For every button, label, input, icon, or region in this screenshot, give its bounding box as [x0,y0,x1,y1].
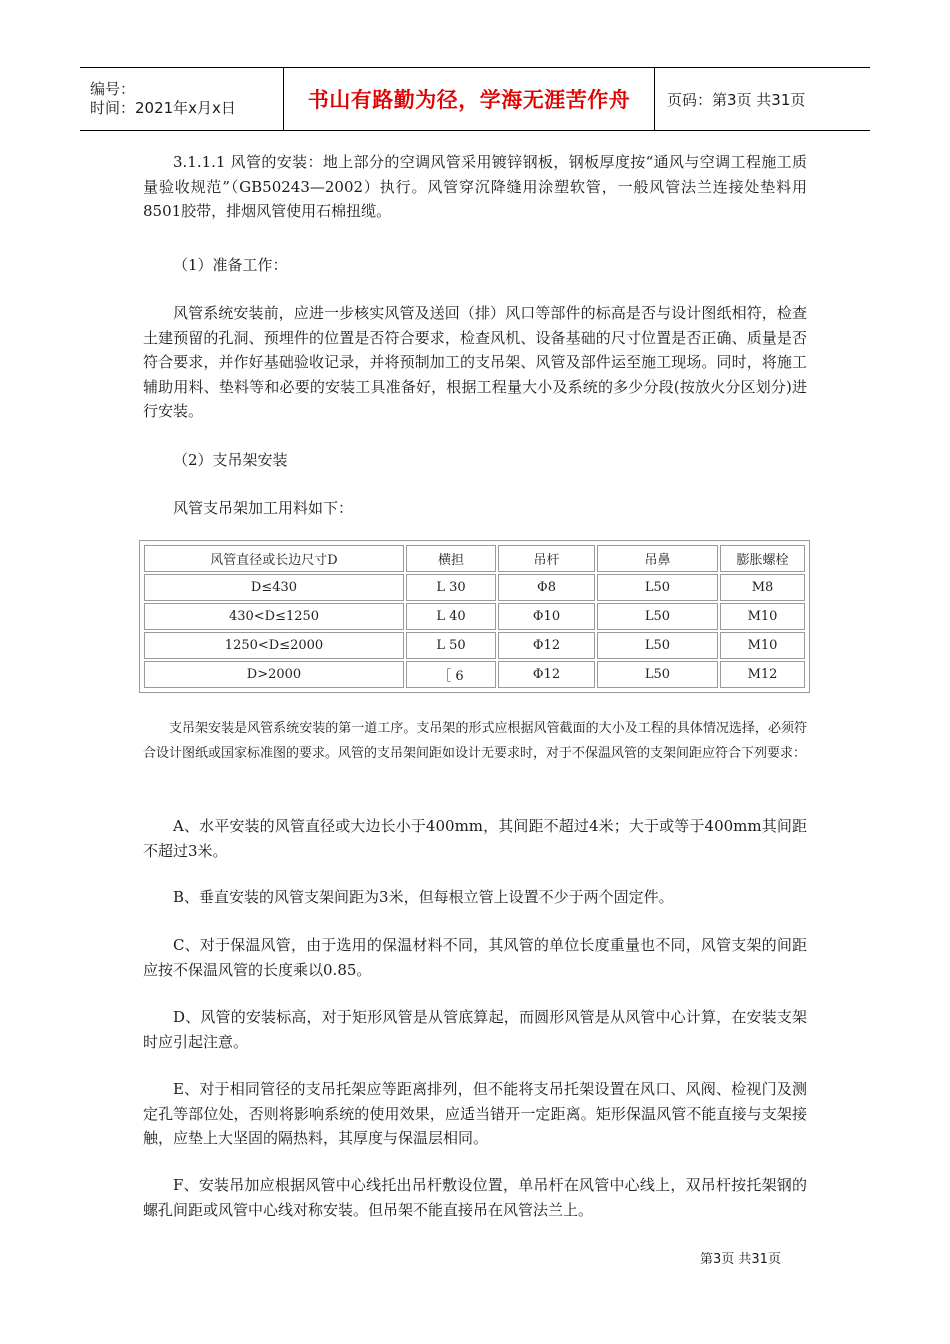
header-left [80,68,283,130]
header-motto: 书山有路勤为径，学海无涯苦作舟 [307,88,631,112]
table-header-cell: 吊杆 [498,545,595,572]
table-row [144,632,805,659]
table-cell: D>2000 [144,661,404,688]
heading-preparation: （1）准备工作： [173,256,288,274]
paragraph-rule-b: B、垂直安装的风管支架间距为3米，但每根立管上设置不少于两个固定件。 [173,888,674,906]
table-cell: L50 [597,661,718,688]
materials-table-grid [142,543,807,690]
table-cell: ［ 6 [406,661,496,688]
table-cell: Φ10 [498,603,595,630]
table-header-row [144,545,805,572]
page-header [80,67,870,131]
table-row [144,574,805,601]
heading-hanger-installation: （2）支吊架安装 [173,451,288,469]
page-label: 页码：第3页 共31页 [667,90,806,109]
paragraph-rule-c: C、对于保温风管，由于选用的保温材料不同，其风管的单位长度重量也不同，风管支架的间距应按不保温风管的长度乘以0.85。 [143,936,807,979]
serial-label: 编号： [90,80,136,98]
table-cell: Φ12 [498,661,595,688]
paragraph-duct-installation: 3.1.1.1 风管的安装：地上部分的空调风管采用镀锌钢板，钢板厚度按“通风与空调工程施工质量验收规范”（GB50243—2002）执行。风管穿沉降缝用涂塑软管，一般风管法兰连接处垫料用8501胶带，排烟风管使用石棉扭缆。 [143,153,807,220]
paragraph-rule-e: E、对于相同管径的支吊托架应等距离排列，但不能将支吊托架设置在风口、风阀、检视门及测定孔等部位处，否则将影响系统的使用效果，应适当错开一定距离。矩形保温风管不能直接与支架接触，应垫上大坚固的隔热料，其厚度与保温层相同。 [143,1080,807,1147]
page-footer: 第3页 共31页 [700,1252,781,1267]
paragraph-rule-a: A、水平安装的风管直径或大边长小于400mm，其间距不超过4米；大于或等于400mm其间距不超过3米。 [143,817,807,860]
table-row [144,603,805,630]
table-header-cell: 吊鼻 [597,545,718,572]
table-cell: M12 [720,661,805,688]
table-cell: 430<D≤1250 [144,603,404,630]
paragraph-materials-intro: 风管支吊架加工用料如下： [173,499,354,517]
date-label: 时间：2021年x月x日 [90,99,236,117]
table-cell: L 50 [406,632,496,659]
table-cell: Φ12 [498,632,595,659]
table-cell: M10 [720,603,805,630]
table-cell: 1250<D≤2000 [144,632,404,659]
table-header-cell: 风管直径或长边尺寸D [144,545,404,572]
header-motto-cell [283,68,655,130]
paragraph-rule-f: F、安装吊加应根据风管中心线托出吊杆敷设位置，单吊杆在风管中心线上，双吊杆按托架钢的螺孔间距或风管中心线对称安装。但吊架不能直接吊在风管法兰上。 [143,1176,807,1219]
table-header-cell: 横担 [406,545,496,572]
table-cell: L50 [597,574,718,601]
paragraph-preparation: 风管系统安装前，应进一步核实风管及送回（排）风口等部件的标高是否与设计图纸相符，检查土建预留的孔洞、预埋件的位置是否符合要求，检查风机、设备基础的尺寸位置是否正确、质量是否符合要求，并作好基础验收记录，并将预制加工的支吊架、风管及部件运至施工现场。同时，将施工辅助用料、垫料等和必要的安装工具准备好，根据工程量大小及系统的多少分段(按放火分区划分)进行安装。 [143,304,807,420]
header-right [655,68,870,130]
table-cell: L 40 [406,603,496,630]
table-cell: M8 [720,574,805,601]
table-cell: L 30 [406,574,496,601]
materials-table [139,540,810,693]
table-cell: L50 [597,603,718,630]
paragraph-rule-d: D、风管的安装标高，对于矩形风管是从管底算起，而圆形风管是从风管中心计算，在安装支架时应引起注意。 [143,1008,807,1051]
table-header-cell: 膨胀螺栓 [720,545,805,572]
table-cell: D≤430 [144,574,404,601]
paragraph-hanger-requirements: 支吊架安装是风管系统安装的第一道工序。支吊架的形式应根据风管截面的大小及工程的具体情况选择，必须符合设计图纸或国家标准图的要求。风管的支吊架间距如设计无要求时，对于不保温风管的支架间距应符合下列要求： [143,721,807,761]
table-cell: Φ8 [498,574,595,601]
table-cell: L50 [597,632,718,659]
table-cell: M10 [720,632,805,659]
table-row [144,661,805,688]
